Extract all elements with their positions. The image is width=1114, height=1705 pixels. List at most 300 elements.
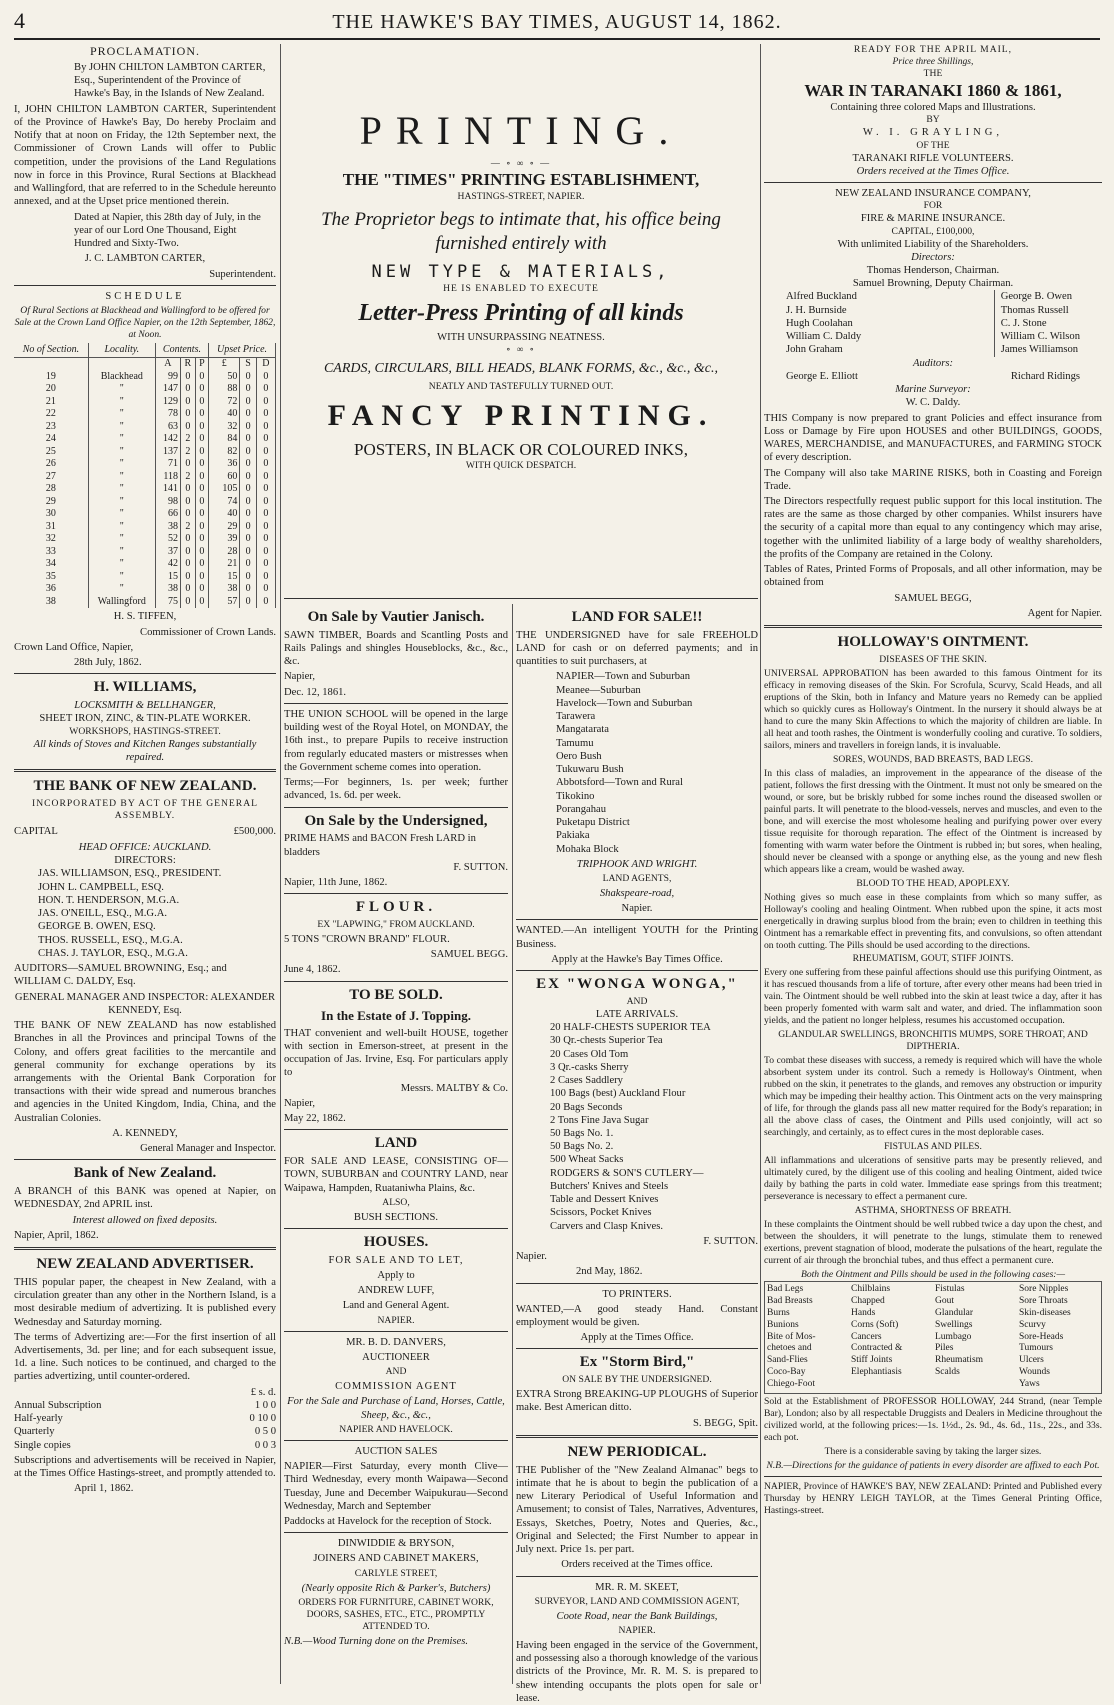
rate-value: 1 0 0: [254, 1399, 276, 1411]
table-cell: 75: [155, 596, 180, 609]
table-cell: 142: [155, 433, 180, 446]
table-cell: 0: [195, 458, 208, 471]
insurance-directors-label: Directors:: [911, 251, 955, 263]
table-cell: 27: [14, 471, 88, 484]
table-cell: ": [88, 408, 155, 421]
table-cell: 0: [195, 583, 208, 596]
skeet-title: SURVEYOR, LAND AND COMMISSION AGENT,: [534, 1595, 740, 1607]
schedule: [14, 290, 276, 670]
insurance-ad: [764, 187, 1102, 620]
danvers-purpose: For the Sale and Purchase of Land, Horses, Cattle, Sheep, &c., &c.,: [287, 1396, 505, 1421]
insurance-liability: With unlimited Liability of the Shareholders.: [837, 238, 1029, 250]
table-cell: 0: [181, 408, 196, 421]
column-2a: [284, 604, 508, 1684]
bank-incorporated: INCORPORATED BY ACT OF THE GENERAL ASSEMBLY.: [32, 797, 258, 821]
bank-sign-title: General Manager and Inspector.: [140, 1143, 276, 1155]
table-cell: 0: [181, 533, 196, 546]
table-cell: 15: [209, 571, 240, 584]
table-cell: ": [88, 583, 155, 596]
table-cell: 33: [14, 546, 88, 559]
to-be-sold-body: THAT convenient and well-built HOUSE, together with section in Emerson-street, at present in the occupation of Jas. Irvine, Esq. For particulars apply to: [284, 1027, 508, 1079]
table-cell: 72: [209, 396, 240, 409]
insurance-marine: The Company will also take MARINE RISKS, both in Coasting and Foreign Trade.: [764, 467, 1102, 492]
table-cell: 129: [155, 396, 180, 409]
dinwiddie-nb: N.B.—Wood Turning done on the Premises.: [284, 1635, 469, 1647]
vautier-heading: On Sale by Vautier Janisch.: [307, 609, 485, 625]
table-cell: 38: [155, 583, 180, 596]
table-cell: 0: [181, 483, 196, 496]
holloway-cases-label: Both the Ointment and Pills should be used in the following cases:—: [800, 1269, 1066, 1281]
bank-auditors: AUDITORS—SAMUEL BROWNING, Esq.; and WILLIAM C. DALDY, Esq.: [14, 963, 227, 988]
periodical-heading: NEW PERIODICAL.: [567, 1443, 707, 1460]
table-cell: ": [88, 483, 155, 496]
table-cell: 0: [240, 521, 257, 534]
taranaki-ad: [764, 44, 1102, 178]
table-cell: 0: [240, 546, 257, 559]
rate-value: 0 5 0: [254, 1426, 276, 1438]
williams-trade: LOCKSMITH & BELLHANGER,: [74, 700, 216, 712]
column-2b: [516, 604, 758, 1704]
bank-branch-ad: [14, 1164, 276, 1242]
table-cell: ": [88, 458, 155, 471]
proclamation-dated: Dated at Napier, this 28th day of July, in the year of our Lord One Thousand, Eight Hundred and Sixty-Two.: [74, 211, 261, 250]
list-item: Lumbago: [935, 1331, 972, 1342]
insurance-for: FOR: [923, 200, 943, 212]
list-item: Contracted &: [851, 1343, 903, 1354]
advertiser-ad: [14, 1255, 276, 1496]
list-item: Wounds: [1019, 1367, 1050, 1378]
list-item: John Graham: [786, 344, 843, 356]
table-cell: ": [88, 421, 155, 434]
table-row: [14, 483, 276, 496]
holloway-p1: UNIVERSAL APPROBATION has been awarded to this famous Ointment for its efficacy in removing diseases of the Skin. For Scrofula, Scurvy, Scald Heads, and all eruptions of the Skin, both in Infancy and Mature years no Remedy can be applied which so quickly cures as Holloway's Ointment. In the nursery it should always be at hand to cure the many Skin Affections to which the majority of children are liable. In all heat and tooth rashes, the Ointment is wonderfully cooling and curative. To soldiers, sailors, miners and travellers in foreign lands, it is invaluable.: [764, 667, 1102, 751]
insurance-heading: NEW ZEALAND INSURANCE COMPANY,: [835, 188, 1031, 200]
land-sale-sign-title: LAND AGENTS,: [602, 872, 672, 884]
insurance-auditors: [764, 370, 1102, 383]
list-item: Alfred Buckland: [786, 291, 857, 303]
flour-ship: EX "LAPWING," FROM AUCKLAND.: [317, 919, 475, 930]
table-cell: 0: [195, 446, 208, 459]
holloway-ad: [764, 633, 1102, 1472]
list-item: NAPIER—Town and Suburban: [556, 671, 691, 683]
dinwiddie-street: CARLYLE STREET,: [354, 1567, 438, 1579]
table-cell: 0: [195, 533, 208, 546]
table-cell: Blackhead: [88, 371, 155, 384]
schedule-table: [14, 343, 276, 609]
table-cell: 0: [240, 396, 257, 409]
proclamation-intro: By JOHN CHILTON LAMBTON CARTER, Esq., Superintendent of the Province of Hawke's Bay, in the Islands of New Zealand.: [74, 62, 266, 100]
table-cell: 0: [240, 433, 257, 446]
mail-ready: READY FOR THE APRIL MAIL,: [853, 44, 1013, 55]
table-cell: 0: [240, 471, 257, 484]
table-row: [14, 433, 276, 446]
table-cell: 0: [240, 508, 257, 521]
periodical-body: THE Publisher of the "New Zealand Almanac" begs to intimate that he is about to begin the publication of a new Literary Periodical of Useful Information and Amusement; to consist of Tales, Narratives, Adventures, Essays, Sketches, Poetry, Notes and Queries, &c., Original and Selected; the First Number to appear in July next. Price 1s. per part.: [516, 1464, 758, 1556]
table-cell: 40: [209, 408, 240, 421]
list-item: Fistulas: [935, 1284, 965, 1295]
bank-directors: [14, 867, 276, 960]
holloway-heading: HOLLOWAY'S OINTMENT.: [837, 634, 1029, 651]
table-cell: 0: [195, 383, 208, 396]
wanted-youth-apply: Apply at the Hawke's Bay Times Office.: [551, 953, 723, 965]
periodical-ad: [516, 1443, 758, 1572]
table-row: [14, 371, 276, 384]
table-cell: 0: [240, 408, 257, 421]
holloway-p4: Every one suffering from these painful affections should use this purifying Ointment, as it has rescued thousands from a life of torture, after every other means had been tried in vain. The Ointment should be well rubbed into the skin at least twice a day, after it has been properly fomented with warm salt and water, and dried. The inflammation soon yields, and the patient no longer helpless, resumes his accustomed occupation.: [764, 967, 1102, 1027]
table-cell: Wallingford: [88, 596, 155, 609]
list-item: Tukuwaru Bush: [556, 764, 624, 776]
auctions-paddocks: Paddocks at Havelock for the reception of Stock.: [284, 1515, 492, 1527]
printing-ad: PRINTING. — ∘ ∞ ∘ — THE "TIMES" PRINTING ESTABLISHMENT, HASTINGS-STREET, NAPIER. The Proprietor begs to intimate that, his office being furnished entirely with NEW TYPE & MATERIALS, HE IS ENABLED TO EXECUTE Letter-Press Printing of all kinds WITH UNSURPASSING NEATNESS. ∘ ∞ ∘ CARDS, CIRCULARS, BILL HEADS, BLANK FORMS, &c., &c., &c., NEATLY AND TASTEFULLY TURNED OUT. FANCY PRINTING. POSTERS, IN BLACK OR COLOURED INKS, WITH QUICK DESPATCH.: [284, 44, 758, 598]
table-cell: 74: [209, 496, 240, 509]
flour-ad: [284, 898, 508, 976]
holloway-p3: Nothing gives so much ease in these complaints from which so many suffer, as Holloway's cooling and healing Ointment. When rubbed upon the spine, it acts most energetically in drawing surplus blood from the brain; even to children in teething this Ointment has a remarkable effect in preventing fits, and convulsions, so often attendant on tooth cutting. The Pills should be used according to the directions.: [764, 891, 1102, 951]
table-row: [14, 496, 276, 509]
table-cell: 2: [181, 521, 196, 534]
unit-label: P: [195, 358, 208, 371]
table-cell: 141: [155, 483, 180, 496]
table-cell: 0: [256, 421, 275, 434]
cards: CARDS, CIRCULARS, BILL HEADS, BLANK FORMS, &c., &c., &c.,: [323, 360, 719, 376]
mail-title: WAR IN TARANAKI 1860 & 1861,: [804, 80, 1062, 100]
table-cell: 35: [14, 571, 88, 584]
rate-label: Single copies: [14, 1439, 71, 1451]
table-cell: 0: [195, 433, 208, 446]
land-sale-sign-addr: Shakspeare-road,: [599, 887, 675, 899]
holloway-diseases: DISEASES OF THE SKIN.: [879, 653, 987, 665]
bank-sign: A. KENNEDY,: [112, 1127, 178, 1139]
wonga-and: AND: [626, 995, 648, 1007]
proprietor-note: The Proprietor begs to intimate that, his office being furnished entirely with: [321, 209, 721, 255]
skeet-ad: [516, 1581, 758, 1705]
table-cell: 0: [240, 371, 257, 384]
list-item: Ulcers: [1019, 1355, 1044, 1366]
to-be-sold-place: Napier,: [284, 1097, 316, 1109]
mail-author: W. I. GRAYLING,: [862, 127, 1004, 139]
to-be-sold-ad: [284, 986, 508, 1126]
flour-sign: SAMUEL BEGG.: [430, 949, 508, 961]
table-cell: 0: [240, 571, 257, 584]
table-cell: 60: [209, 471, 240, 484]
list-item: Pakiaka: [556, 830, 590, 842]
list-item: Tarawera: [556, 711, 596, 723]
williams-note: All kinds of Stoves and Kitchen Ranges substantially repaired.: [33, 738, 257, 763]
list-item: [851, 1379, 931, 1391]
column-4: [764, 44, 1102, 1684]
table-cell: 2: [181, 471, 196, 484]
bank-manager: GENERAL MANAGER AND INSPECTOR: ALEXANDER KENNEDY, Esq.: [14, 991, 276, 1016]
table-cell: 0: [240, 421, 257, 434]
table-cell: 2: [181, 446, 196, 459]
table-cell: 0: [195, 471, 208, 484]
table-cell: 0: [195, 596, 208, 609]
list-item: Hugh Coolahan: [786, 317, 853, 329]
table-cell: 0: [195, 571, 208, 584]
table-row: [14, 421, 276, 434]
schedule-subtitle: Of Rural Sections at Blackhead and Wallingford to be offered for Sale at the Crown Land Office Napier, on the 12th September, 1862, at Noon.: [14, 304, 276, 340]
land-lease-body: FOR SALE AND LEASE, CONSISTING OF— TOWN, SUBURBAN and COUNTRY LAND, near Waipawa, Hampden, Ruataniwha Plains, &c.: [284, 1156, 508, 1194]
table-cell: ": [88, 546, 155, 559]
table-row: [14, 558, 276, 571]
houses-body: FOR SALE AND TO LET,: [328, 1254, 464, 1266]
list-item: 50 Bags No. 2.: [550, 1141, 614, 1153]
list-item: [935, 1379, 1015, 1391]
bank-ad: [14, 777, 276, 1155]
holloway-p6: All inflammations and ulcerations of sensitive parts may be presently relieved, and ultimately cured, by the diligent use of this cooling and healing Ointment, aided twice daily by bathing the parts in cold water. Immediate ease springs from this treatment; perseverance is necessary to effect a permanent cure.: [764, 1155, 1102, 1203]
printing-heading: PRINTING.: [359, 108, 683, 153]
table-cell: 25: [14, 446, 88, 459]
houses-agent: ANDREW LUFF,: [357, 1285, 435, 1297]
establishment-address: HASTINGS-STREET, NAPIER.: [457, 190, 585, 202]
land-sale-sign: TRIPHOOK AND WRIGHT.: [576, 858, 698, 870]
insurance-directors: [764, 290, 1102, 356]
new-type: NEW TYPE & MATERIALS,: [371, 261, 671, 282]
table-row: [14, 458, 276, 471]
storm-bird-ad: [516, 1353, 758, 1429]
dinwiddie-trade: JOINERS AND CABINET MAKERS,: [313, 1553, 479, 1565]
establishment: THE "TIMES" PRINTING ESTABLISHMENT,: [342, 170, 700, 190]
holloway-ailments: [764, 1281, 1102, 1394]
table-cell: 0: [181, 458, 196, 471]
list-item: Sore Throats: [1019, 1295, 1068, 1306]
unit-label: R: [181, 358, 196, 371]
table-cell: 0: [195, 371, 208, 384]
rate-value: 0 10 0: [249, 1413, 276, 1425]
table-cell: ": [88, 533, 155, 546]
table-cell: ": [88, 508, 155, 521]
advertiser-date: April 1, 1862.: [74, 1483, 134, 1495]
list-item: Scalds: [935, 1367, 960, 1378]
table-cell: 0: [181, 396, 196, 409]
holloway-nb: N.B.—Directions for the guidance of patients in every disorder are affixed to each Pot.: [766, 1459, 1100, 1471]
table-cell: 0: [256, 408, 275, 421]
advertiser-body: THIS popular paper, the cheapest in New Zealand, with a circulation greater than any other in the Northern Island, is a most desirable medium of advertizing. It is published every Wednesday and Saturday morning.: [14, 1276, 276, 1328]
unit-label: A: [155, 358, 180, 371]
houses-heading: HOUSES.: [363, 1234, 429, 1250]
school-terms: Terms;—For beginners, 1s. per week; further advanced, 1s. 6d. per week.: [284, 777, 508, 802]
list-item: C. J. Stone: [1000, 317, 1047, 329]
holloway-h6: FISTULAS AND PILES.: [884, 1141, 982, 1153]
rate-label: Half-yearly: [14, 1413, 63, 1425]
insurance-directors-note: The Directors respectfully request public support for this local institution. The rates are the same as those charged by other companies. Whilst insurers have the security of a capital more than equal to any contingency which may arise, together with the unlimited liability of a large body of wealthy shareholders, the profits of the Company are retained in the Colony.: [764, 496, 1102, 560]
list-item: Chilblains: [851, 1284, 891, 1295]
table-cell: 0: [181, 596, 196, 609]
storm-bird-heading: Ex "Storm Bird,": [579, 1354, 695, 1371]
table-cell: 22: [14, 408, 88, 421]
table-cell: 82: [209, 446, 240, 459]
list-item: Mangatarata: [556, 724, 609, 736]
schedule-header: Contents.: [155, 343, 208, 358]
list-item: RODGERS & SON'S CUTLERY—: [550, 1167, 704, 1179]
dinwiddie-near: (Nearly opposite Rich & Parker's, Butchers): [301, 1582, 491, 1594]
schedule-header: Locality.: [88, 343, 155, 358]
list-item: Bad Legs: [767, 1284, 804, 1295]
holloway-h2: SORES, WOUNDS, BAD BREASTS, BAD LEGS.: [833, 753, 1033, 765]
table-cell: ": [88, 383, 155, 396]
table-row: [14, 446, 276, 459]
table-cell: 0: [240, 583, 257, 596]
table-cell: 105: [209, 483, 240, 496]
rate-row: [14, 1439, 276, 1452]
table-cell: 26: [14, 458, 88, 471]
insurance-deputy: Samuel Browning, Deputy Chairman.: [852, 278, 1014, 290]
table-cell: 24: [14, 433, 88, 446]
table-cell: 0: [181, 558, 196, 571]
schedule-office: Crown Land Office, Napier,: [14, 641, 134, 653]
list-item: Bunions: [767, 1319, 799, 1330]
table-cell: 137: [155, 446, 180, 459]
list-item: Yaws: [1019, 1379, 1040, 1390]
list-item: Carvers and Clasp Knives.: [550, 1220, 663, 1232]
mail-the: THE: [923, 67, 943, 79]
list-item: Bite of Mos-: [767, 1331, 816, 1342]
land-lease-also: ALSO,: [382, 1196, 410, 1208]
periodical-orders: Orders received at the Times office.: [561, 1559, 713, 1571]
schedule-heading: SCHEDULE: [105, 290, 185, 302]
holloway-sold: Sold at the Establishment of PROFESSOR HOLLOWAY, 244 Strand, (near Temple Bar), London; also by all respectable Druggists and Dealers in Medicine throughout the civilized world, at the following prices:—1s. 1½d., 2s. 9d., 4s. 6d., 11s., 22s., and 33s. each pot.: [764, 1395, 1102, 1443]
mail-of: OF THE: [916, 139, 950, 151]
insurance-capital: CAPITAL, £100,000,: [891, 225, 975, 237]
list-item: Cancers: [851, 1331, 882, 1342]
list-item: Elephantiasis: [851, 1367, 902, 1378]
schedule-signer: H. S. TIFFEN,: [113, 611, 177, 623]
list-item: Skin-diseases: [1019, 1307, 1071, 1318]
danvers-name: MR. B. D. DANVERS,: [346, 1336, 446, 1348]
imprint: NAPIER, Province of HAWKE'S BAY, NEW ZEALAND: Printed and Published every Thursday by HENRY LEIGH TAYLOR, at the Times General Printing Office, Hastings-street.: [764, 1480, 1102, 1516]
list-item: GEORGE B. OWEN, ESQ.: [38, 921, 156, 933]
list-item: chetoes and: [767, 1343, 812, 1354]
holloway-p5: To combat these diseases with success, a remedy is required which will have the whole absorbent system under its control. Such a remedy is Holloway's Ointment, when rubbed on the skin, it penetrates to the glands, and removes any obstruction or impurity which may be impeding their healthy action. This Ointment acts on the very mainspring of life, for through the glands pass all new matter required for the Body's reparation; in all the above class of cases, the Ointment and Pills used conjointly, will act so searchingly, and certainly, as to effect cures in the most deplorable cases.: [764, 1055, 1102, 1139]
table-cell: 63: [155, 421, 180, 434]
table-cell: 0: [240, 483, 257, 496]
bank-capital-value: £500,000.: [233, 825, 276, 837]
storm-bird-body: EXTRA Strong BREAKING-UP PLOUGHS of Superior make. Best American ditto.: [516, 1389, 758, 1414]
list-item: Swellings: [935, 1319, 973, 1330]
table-cell: 0: [195, 558, 208, 571]
list-item: George B. Owen: [1000, 291, 1072, 303]
list-item: Scurvy: [1019, 1319, 1046, 1330]
list-item: 3 Qr.-casks Sherry: [550, 1061, 629, 1073]
list-item: 100 Bags (best) Auckland Flour: [550, 1088, 686, 1100]
list-item: Piles: [935, 1343, 954, 1354]
holloway-p2: In this class of maladies, an improvement in the appearance of the disease of the patient, follows the first dressing with the Ointment. It must not only be smeared on the wound, or sore, but be briskly rubbed for some inches round the diseased swollen or painful parts. It will penetrate to the blood-vessels, nerves and muscles, and even to the bone, and will exercise the most wholesome healing and purifying power over every tissue requisite for thorough reparation. The effect of the Ointment is increased by fomenting with warm water before the Ointment is rubbed in; but sores, when healing, should never be cleansed with a sponge or anything else, as the young and new flesh which appears like a cream, would be washed away.: [764, 767, 1102, 875]
list-item: CHAS. J. TAYLOR, ESQ., M.G.A.: [38, 947, 188, 959]
table-cell: 0: [256, 571, 275, 584]
school-body: THE UNION SCHOOL will be opened in the large building west of the Royal Hotel, on MONDAY, the 16th inst., to prepare Pupils to receive instruction from regularly educated masters or mistresses when the Government scheme comes into operation.: [284, 708, 508, 773]
advertiser-units: £ s. d.: [250, 1386, 276, 1398]
table-cell: 0: [256, 446, 275, 459]
flour-date: June 4, 1862.: [284, 964, 341, 976]
bank-heading: THE BANK OF NEW ZEALAND.: [33, 778, 257, 795]
list-item: William C. Daldy: [786, 331, 862, 343]
table-cell: 118: [155, 471, 180, 484]
skeet-name: MR. R. M. SKEET,: [595, 1581, 679, 1593]
printers-apply: Apply at the Times Office.: [580, 1332, 694, 1344]
table-cell: 36: [209, 458, 240, 471]
list-item: Havelock—Town and Suburban: [556, 697, 693, 709]
mail-price: Price three Shillings,: [892, 55, 974, 67]
table-cell: 29: [14, 496, 88, 509]
storm-bird-sub: ON SALE BY THE UNDERSIGNED.: [562, 1374, 712, 1386]
table-cell: 38: [209, 583, 240, 596]
table-cell: 0: [256, 546, 275, 559]
flour-body: 5 TONS "CROWN BRAND" FLOUR.: [284, 933, 450, 945]
list-item: Hands: [851, 1307, 876, 1318]
proclamation: [14, 44, 276, 281]
land-lease-ad: [284, 1134, 508, 1224]
unit-label: D: [256, 358, 275, 371]
to-be-sold-agent: Messrs. MALTBY & Co.: [400, 1082, 508, 1094]
insurance-type: FIRE & MARINE INSURANCE.: [860, 213, 1006, 225]
table-cell: 0: [256, 396, 275, 409]
mail-orders: Orders received at the Times Office.: [856, 165, 1010, 177]
list-item: Butchers' Knives and Steels: [550, 1180, 669, 1192]
list-item: Tamumu: [556, 737, 594, 749]
list-item: 500 Wheat Sacks: [550, 1154, 624, 1166]
column-rule: [760, 44, 761, 1684]
table-cell: 28: [14, 483, 88, 496]
wanted-youth-ad: [516, 924, 758, 966]
list-item: Table and Dessert Knives: [550, 1194, 659, 1206]
posters: POSTERS, IN BLACK OR COLOURED INKS,: [354, 439, 688, 459]
printers-body: WANTED,—A good steady Hand. Constant employment would be given.: [516, 1303, 758, 1329]
insurance-agent: SAMUEL BEGG,: [894, 592, 972, 604]
skeet-body: Having been engaged in the service of the Government, and possessing also a thorough knowledge of the various districts of the Province, Mr. R. M. S. is prepared to shew intending occupants the plots open for sale or lease.: [516, 1639, 758, 1704]
schedule-header: Upset Price.: [209, 343, 276, 358]
table-cell: 0: [240, 458, 257, 471]
table-cell: 0: [181, 546, 196, 559]
bank-capital: [14, 825, 276, 838]
school-ad: [284, 708, 508, 803]
table-cell: 0: [240, 533, 257, 546]
list-item: Glandular: [935, 1307, 973, 1318]
table-cell: 0: [195, 421, 208, 434]
houses-apply: Apply to: [377, 1269, 415, 1281]
advertiser-terms: The terms of Advertizing are:—For the first insertion of all Advertisements, 3d. per line; and for each subsequent issue, 1d. a line. Such notices to be continued, and charged to the parties advertizing, until counter-ordered.: [14, 1331, 276, 1383]
advertiser-rates: [14, 1399, 276, 1452]
list-item: Coco-Bay: [767, 1367, 806, 1378]
wonga-date: 2nd May, 1862.: [576, 1266, 643, 1278]
insurance-auditor: George E. Elliott: [786, 370, 858, 382]
schedule-header: No of Section.: [14, 343, 88, 358]
table-cell: 0: [181, 496, 196, 509]
table-cell: 32: [209, 421, 240, 434]
houses-ad: [284, 1233, 508, 1327]
table-cell: 0: [181, 383, 196, 396]
list-item: Porangahau: [556, 803, 607, 815]
table-row: [14, 508, 276, 521]
list-item: JAS. WILLIAMSON, ESQ., PRESIDENT.: [38, 868, 222, 880]
list-item: JAS. O'NEILL, ESQ., M.G.A.: [38, 908, 168, 920]
table-cell: 39: [209, 533, 240, 546]
table-cell: 0: [240, 558, 257, 571]
danvers-ad: [284, 1336, 508, 1436]
list-item: 30 Qr.-chests Superior Tea: [550, 1035, 663, 1047]
vautier-body: SAWN TIMBER, Boards and Scantling Posts and Rails Palings and shingles Houseblocks, &c., &c., &c.: [284, 629, 508, 668]
neatly: NEATLY AND TASTEFULLY TURNED OUT.: [428, 381, 614, 393]
table-cell: 0: [256, 533, 275, 546]
list-item: Gout: [935, 1295, 954, 1306]
table-cell: 147: [155, 383, 180, 396]
list-item: J. H. Burnside: [786, 304, 847, 316]
rate-row: [14, 1425, 276, 1438]
table-cell: 38: [155, 521, 180, 534]
table-cell: ": [88, 446, 155, 459]
table-cell: 0: [195, 521, 208, 534]
to-be-sold-subheading: In the Estate of J. Topping.: [321, 1008, 471, 1024]
table-cell: ": [88, 471, 155, 484]
table-row: [14, 583, 276, 596]
